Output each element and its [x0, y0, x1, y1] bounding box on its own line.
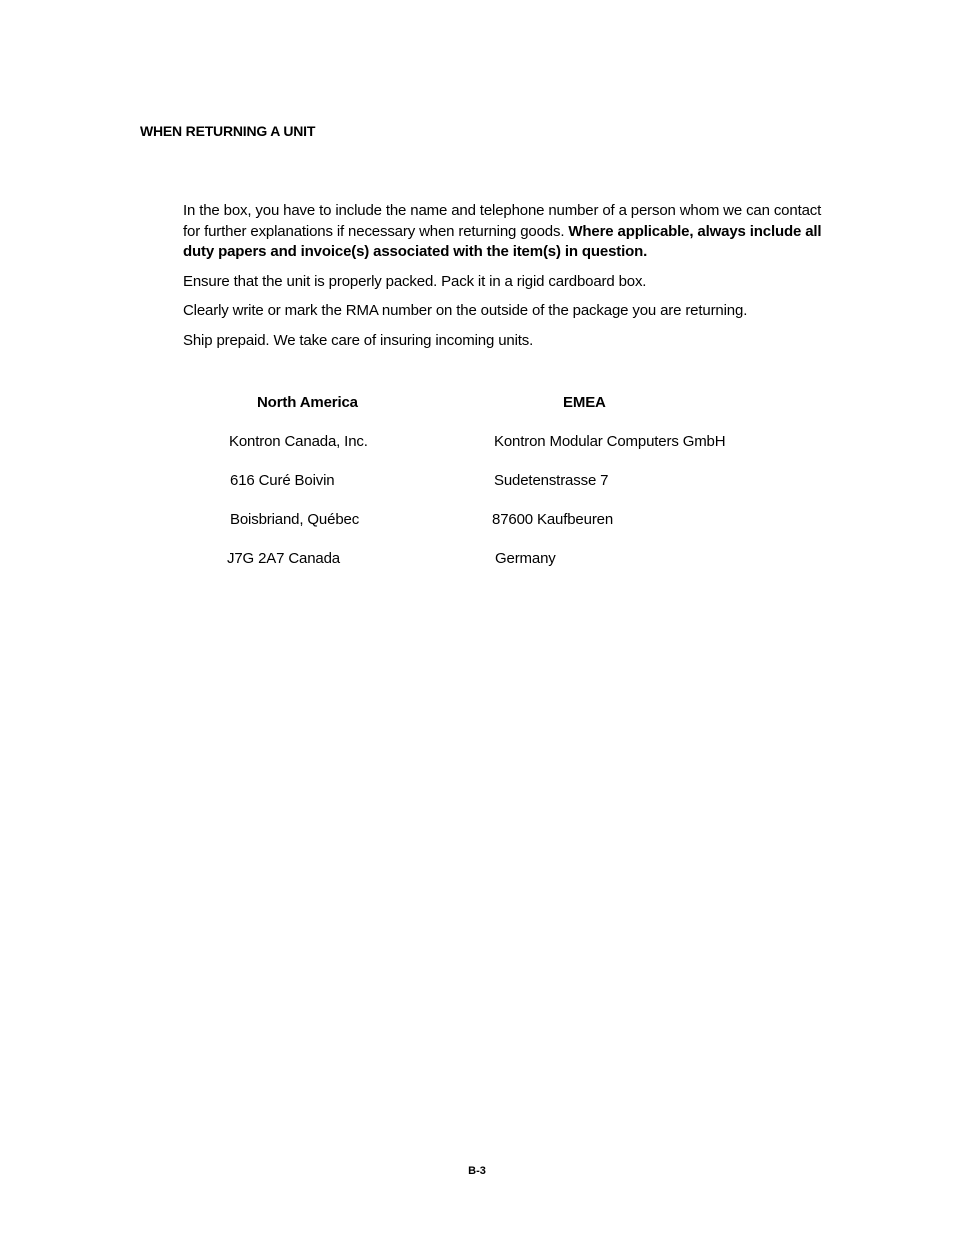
page-number: B-3: [468, 1165, 486, 1177]
section-heading: WHEN RETURNING A UNIT: [140, 123, 316, 139]
emea-address-line: Germany: [495, 550, 556, 567]
emea-heading: EMEA: [563, 394, 606, 411]
rma-paragraph: Clearly write or mark the RMA number on the outside of the package you are returning.: [183, 302, 748, 319]
return-contact-text: In the box, you have to include the name and telephone number of a person whom we can contact for further explanations if necessary when returning goods.: [183, 202, 822, 240]
north-america-address-line: 616 Curé Boivin: [230, 472, 335, 489]
north-america-address-line: Kontron Canada, Inc.: [229, 433, 368, 450]
north-america-heading: North America: [257, 394, 358, 411]
return-contact-paragraph: [183, 201, 823, 263]
emea-address-line: Kontron Modular Computers GmbH: [494, 433, 726, 450]
duty-papers-notice: Where applicable, always include all duty papers and invoice(s) associated with the item(s) in question.: [183, 222, 822, 260]
north-america-address-line: Boisbriand, Québec: [230, 511, 360, 528]
emea-address-line: 87600 Kaufbeuren: [492, 511, 614, 528]
emea-address-line: Sudetenstrasse 7: [494, 472, 609, 489]
shipping-paragraph: Ship prepaid. We take care of insuring incoming units.: [183, 332, 534, 349]
north-america-address-line: J7G 2A7 Canada: [227, 550, 340, 567]
packing-paragraph: Ensure that the unit is properly packed. Pack it in a rigid cardboard box.: [183, 273, 647, 290]
